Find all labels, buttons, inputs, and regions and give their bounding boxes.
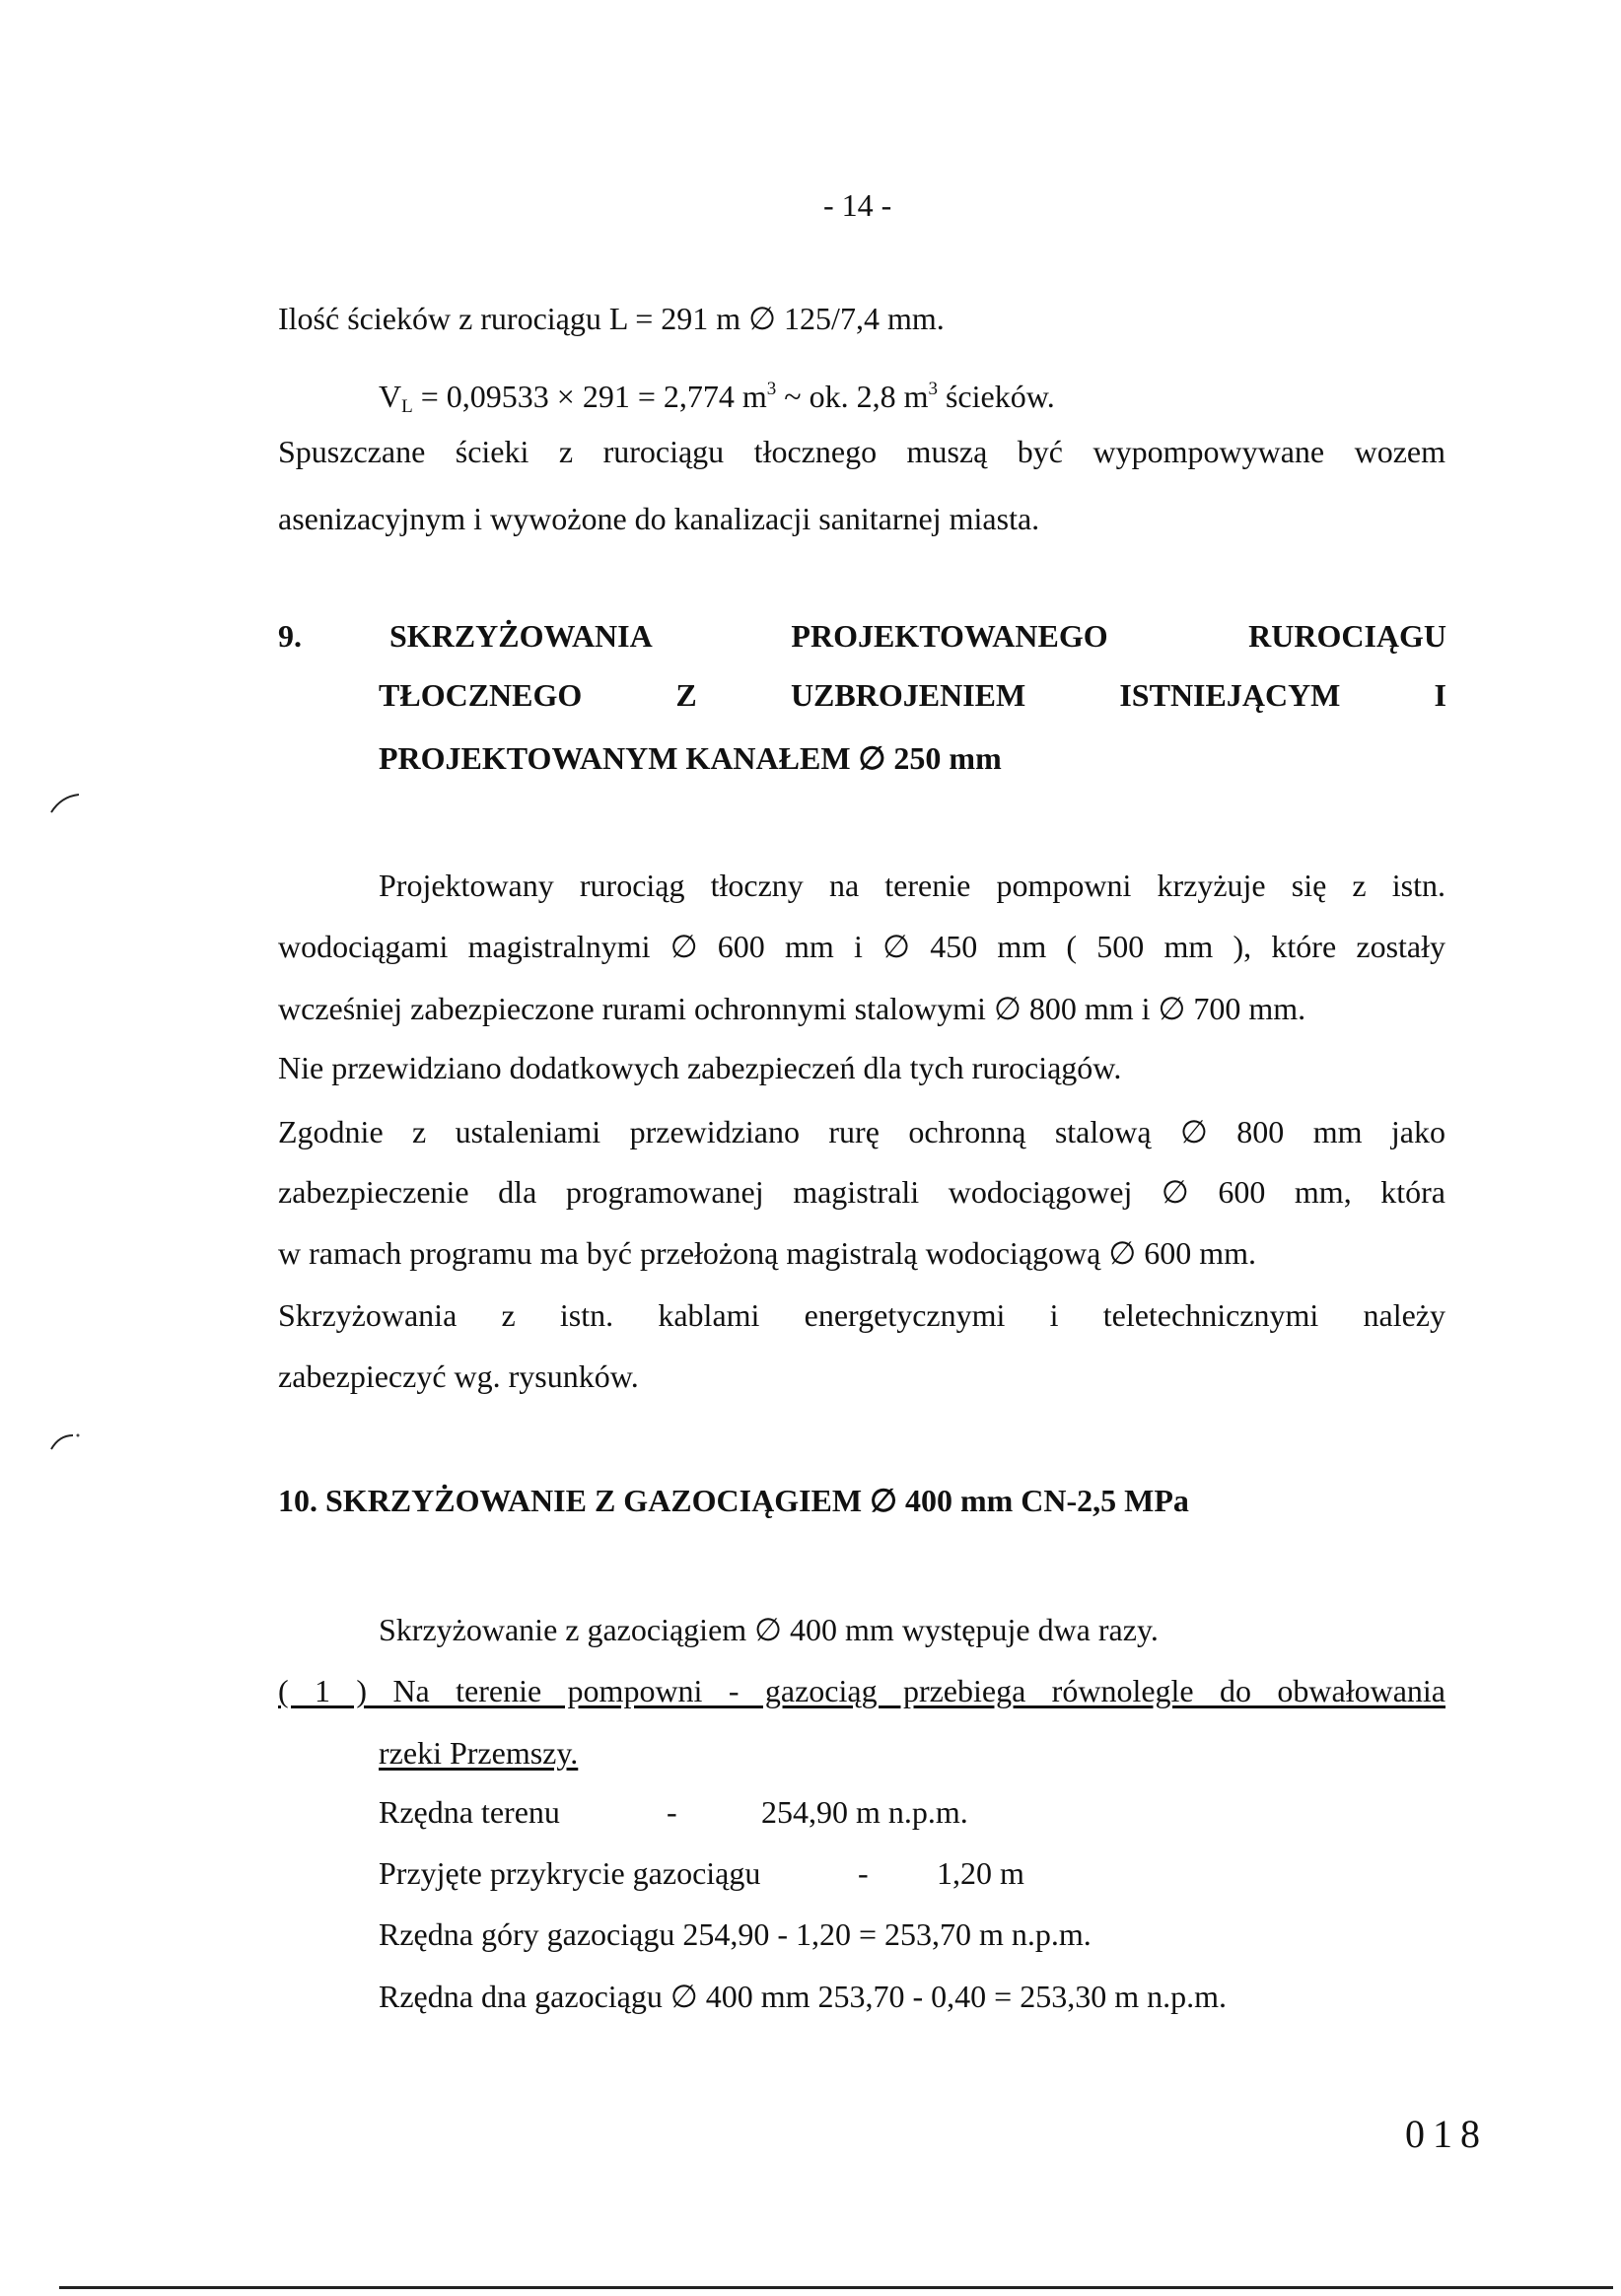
section-number: 9. [278, 618, 302, 654]
calculation-line: Rzędna dna gazociągu ∅ 400 mm 253,70 - 0,40 = 253,30 m n.p.m. [379, 1979, 1227, 2014]
bottom-rule [59, 2286, 1613, 2289]
paragraph-line: wcześniej zabezpieczone rurami ochronnymi stalowymi ∅ 800 mm i ∅ 700 mm. [278, 991, 1306, 1026]
section-title: 10. SKRZYŻOWANIE Z GAZOCIĄGIEM ∅ 400 mm CN-2,5 MPa [278, 1483, 1189, 1518]
page-number: - 14 - [823, 187, 892, 223]
paragraph-line: Projektowany rurociąg tłoczny na terenie pompowni krzyżuje się z istn. [379, 868, 1445, 903]
paragraph-line: zabezpieczyć wg. rysunków. [278, 1358, 639, 1394]
paragraph-line: Skrzyżowania z istn. kablami energetycznymi i teletechnicznymi należy [278, 1297, 1445, 1333]
margin-mark [49, 791, 83, 816]
paragraph-line: Zgodnie z ustaleniami przewidziano rurę ochronną stalową ∅ 800 mm jako [278, 1114, 1445, 1149]
paragraph-line: wodociągami magistralnymi ∅ 600 mm i ∅ 450 mm ( 500 mm ), które zostały [278, 929, 1445, 964]
paragraph-line: Nie przewidziano dodatkowych zabezpieczeń dla tych rurociągów. [278, 1050, 1122, 1085]
margin-mark [49, 1427, 83, 1453]
data-row-dash: - [667, 1794, 677, 1830]
page-stamp: 018 [1405, 2112, 1488, 2156]
paragraph-line: Skrzyżowanie z gazociągiem ∅ 400 mm występuje dwa razy. [379, 1612, 1159, 1647]
section-title: TŁOCZNEGO Z UZBROJENIEM ISTNIEJĄCYM I [379, 677, 1446, 713]
data-row-value: 1,20 m [937, 1855, 1024, 1891]
paragraph-line: Spuszczane ścieki z rurociągu tłocznego muszą być wypompowywane wozem [278, 434, 1445, 469]
list-item-continuation: rzeki Przemszy. [379, 1735, 579, 1771]
data-row-dash: - [858, 1855, 869, 1891]
paragraph-line: zabezpieczenie dla programowanej magistrali wodociągowej ∅ 600 mm, która [278, 1174, 1445, 1210]
data-row-label: Rzędna terenu [379, 1794, 560, 1830]
section-title: SKRZYŻOWANIA PROJEKTOWANEGO RUROCIĄGU [389, 618, 1446, 654]
data-row-label: Przyjęte przykrycie gazociągu [379, 1855, 761, 1891]
paragraph-line: w ramach programu ma być przełożoną magistralą wodociągową ∅ 600 mm. [278, 1235, 1256, 1271]
data-row-value: 254,90 m n.p.m. [761, 1794, 968, 1830]
section-title: PROJEKTOWANYM KANAŁEM ∅ 250 mm [379, 740, 1002, 776]
volume-formula: $V_L = 0,09533 \times 291 = 2,774$ $m^3$ ~ ok. 2,8 $m^3$ ścieków. [379, 379, 1055, 417]
paragraph-line: asenizacyjnym i wywożone do kanalizacji sanitarnej miasta. [278, 501, 1040, 536]
calculation-line: Rzędna góry gazociągu 254,90 - 1,20 = 253,70 m n.p.m. [379, 1916, 1092, 1952]
flow-quantity-line: Ilość ścieków z rurociągu L = 291 m ∅ 125/7,4 mm. [278, 301, 945, 336]
list-item: ( 1 ) Na terenie pompowni - gazociąg przebiega równolegle do obwałowania [278, 1673, 1445, 1708]
